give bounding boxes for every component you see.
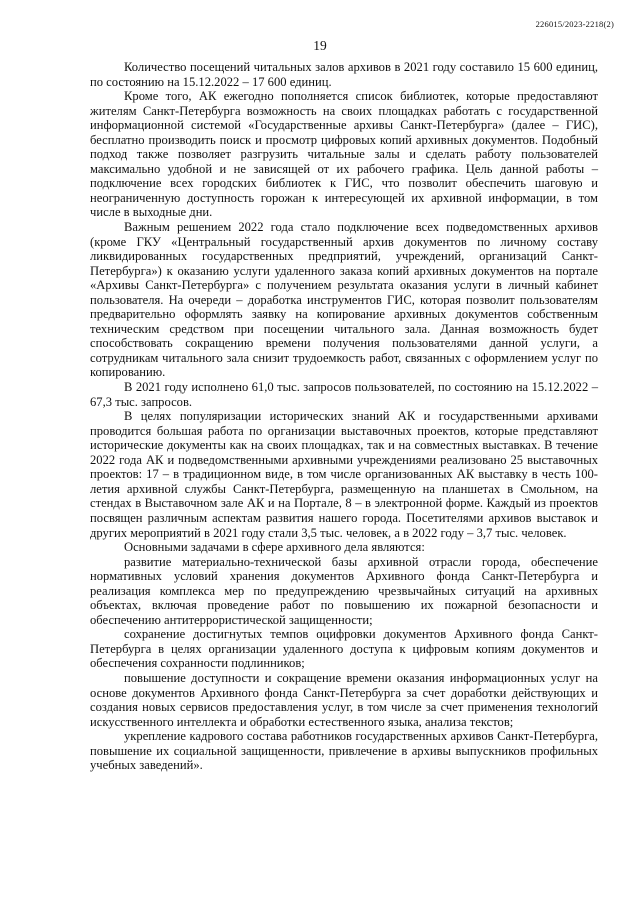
- document-id: 226015/2023-2218(2): [535, 19, 614, 29]
- paragraph: Основными задачами в сфере архивного дела являются:: [124, 540, 425, 555]
- body-text: [90, 60, 598, 773]
- paragraph: Кроме того, АК ежегодно пополняется список библиотек, которые предоставляют жителям Санкт-Петербурга возможность на своих площадках работать с государственной информационной системой «Государственные архивы Санкт-Петербурга» (далее – ГИС), бесплатно производить поиск и просмотр цифровых копий архивных документов. Подобный подход также позволяет разгрузить читальные залы и сделать работу пользователей максимально удобной и не зависящей от их рабочего графика. Цель данной работы – подключение всех городских библиотек к ГИС, что позволит обеспечить шаговую и неограниченную доступность горожан к интересующей их архивной информации, в том числе в выходные дни.: [90, 89, 598, 220]
- list-item: укрепление кадрового состава работников государственных архивов Санкт-Петербурга, повышение их социальной защищенности, привлечение в архивы выпускников профильных учебных заведений».: [90, 729, 598, 773]
- paragraph: Количество посещений читальных залов архивов в 2021 году составило 15 600 единиц, по состоянию на 15.12.2022 – 17 600 единиц.: [90, 60, 598, 89]
- list-item: сохранение достигнутых темпов оцифровки документов Архивного фонда Санкт-Петербурга в целях организации удаленного доступа к цифровым копиям документов и обеспечения сохранности подлинников;: [90, 627, 598, 671]
- list-item: развитие материально-технической базы архивной отрасли города, обеспечение нормативных условий хранения документов Архивного фонда Санкт-Петербурга и реализация комплекса мер по предупреждению чрезвычайных ситуаций на архивных объектах, включая проведение работ по повышению их пожарной безопасности и обеспечению антитеррористической защищенности;: [90, 554, 598, 627]
- paragraph: В 2021 году исполнено 61,0 тыс. запросов пользователей, по состоянию на 15.12.2022 – 67,3 тыс. запросов.: [90, 380, 598, 409]
- paragraph: Важным решением 2022 года стало подключение всех подведомственных архивов (кроме ГКУ «Центральный государственный архив документов по личному составу ликвидированных государственных предприятий, учреждений, организаций Санкт-Петербурга») к оказанию услуги удаленного заказа копий архивных документов на портале «Архивы Санкт-Петербурга» с получением результата оказания услуги в личный кабинет пользователя. На очереди – доработка инструментов ГИС, которая позволит пользователям предварительно оформлять заявку на копирование архивных документов собственным техническим средством при посещении читального зала. Данная возможность будет способствовать сокращению времени получения пользователями данной услуги, а сотрудникам читального зала снизит трудоемкость работ, связанных с оформлением услуг по копированию.: [90, 220, 598, 380]
- list-item: повышение доступности и сокращение времени оказания информационных услуг на основе документов Архивного фонда Санкт-Петербурга за счет доработки действующих и создания новых сервисов предоставления услуг, в том числе за счет применения технологий искусственного интеллекта и обработки естественного языка, анализа текстов;: [90, 670, 598, 729]
- paragraph: В целях популяризации исторических знаний АК и государственными архивами проводится большая работа по организации выставочных проектов, которые представляют исторические документы как на своих площадках, так и на совместных выставках. В течение 2022 года АК и подведомственными архивными учреждениями реализовано 25 выставочных проектов: 17 – в традиционном виде, в том числе организованных АК выставку в честь 100-летия архивной службы Санкт-Петербурга, размещенную на планшетах в Смольном, на стендах в Выставочном зале АК и на Портале, 8 – в электронной форме. Каждый из проектов посвящен различным аспектам развития нашего города. Посетителями архивов выставок и других мероприятий в 2021 году стали 3,5 тыс. человек, а в 2022 году – 3,7 тыс. человек.: [90, 409, 598, 540]
- page-number: 19: [313, 38, 327, 53]
